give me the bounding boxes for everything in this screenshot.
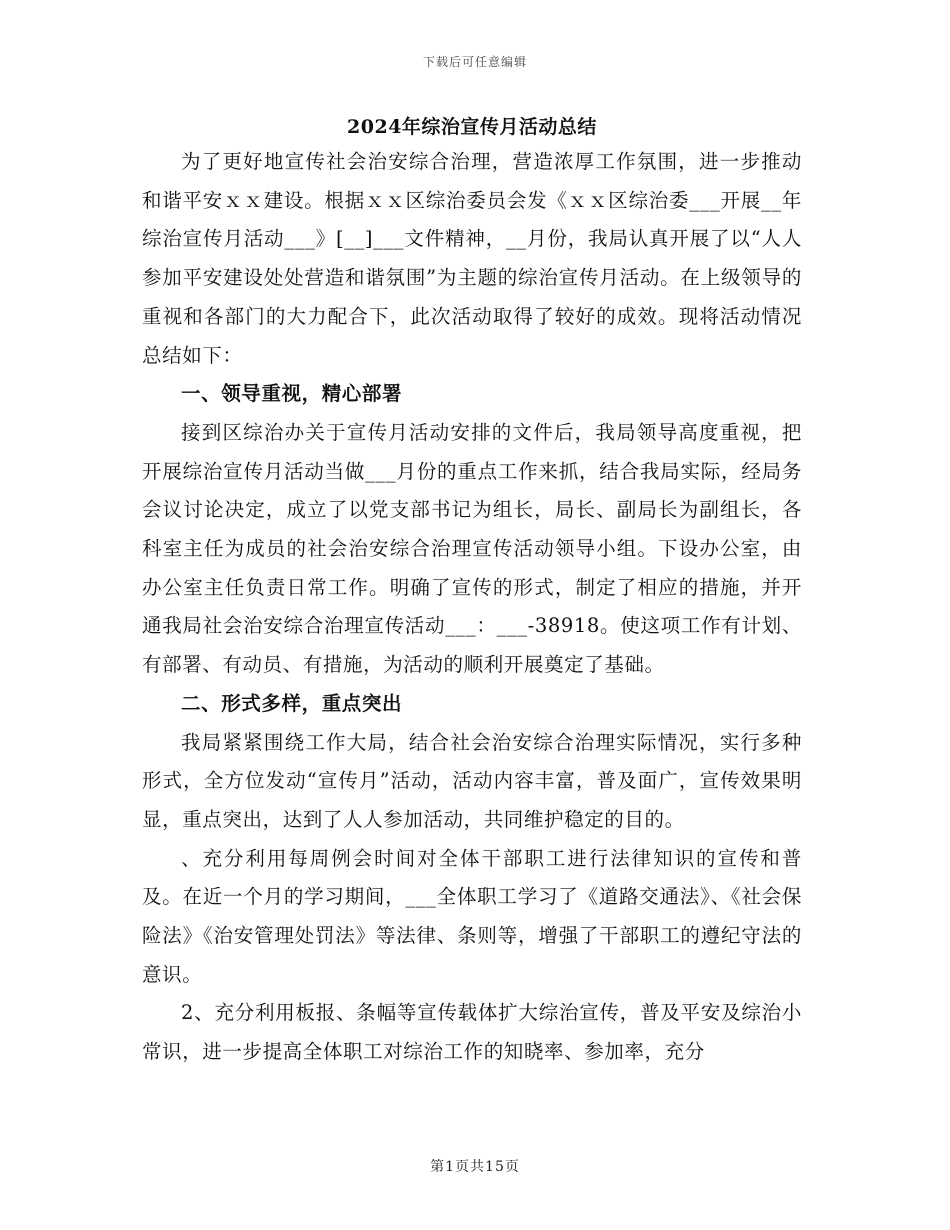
intro-paragraph: 为了更好地宣传社会治安综合治理，营造浓厚工作氛围，进一步推动和谐平安ｘｘ建设。根据ｘｘ区综治委员会发《ｘｘ区综治委___开展__年综治宣传月活动___》[__]___文件精神，__月份，我局认真开展了以“人人参加平安建设处处营造和谐氛围”为主题的综治宣传月活动。在上级领导的重视和各部门的大力配合下，此次活动取得了较好的成效。现将活动情况总结如下： [142,150,802,367]
item-1-paragraph: 、充分利用每周例会时间对全体干部职工进行法律知识的宣传和普及。在近一个月的学习期间，___全体职工学习了《道路交通法》、《社会保险法》《治安管理处罚法》等法律、条则等，增强了干部职工的遵纪守法的意识。 [142,846,802,986]
header-note: 下载后可任意编辑 [422,55,527,69]
document-title: 2024年综治宣传月活动总结 [347,116,597,138]
page-number: 第1页共15页 [430,1159,520,1175]
section-heading-1: 一、领导重视，精心部署 [181,382,403,406]
section-1-paragraph: 接到区综治办关于宣传月活动安排的文件后，我局领导高度重视，把开展综治宣传月活动当做___月份的重点工作来抓，结合我局实际，经局务会议讨论决定，成立了以党支部书记为组长，局长、副局长为副组长，各科室主任为成员的社会治安综合治理宣传活动领导小组。下设办公室，由办公室主任负责日常工作。明确了宣传的形式，制定了相应的措施，并开通我局社会治安综合治理宣传活动___：___-38918。使这项工作有计划、有部署、有动员、有措施，为活动的顺利开展奠定了基础。 [142,420,802,677]
section-2-paragraph: 我局紧紧围绕工作大局，结合社会治安综合治理实际情况，实行多种形式，全方位发动“宣传月”活动，活动内容丰富，普及面广，宣传效果明显，重点突出，达到了人人参加活动，共同维护稳定的目的。 [142,730,802,831]
document-body [142,113,802,1072]
section-heading-2: 二、形式多样，重点突出 [181,691,403,715]
item-2-paragraph: 2、充分利用板报、条幅等宣传载体扩大综治宣传，普及平安及综治小常识，进一步提高全体职工对综治工作的知晓率、参加率，充分 [142,1001,802,1064]
